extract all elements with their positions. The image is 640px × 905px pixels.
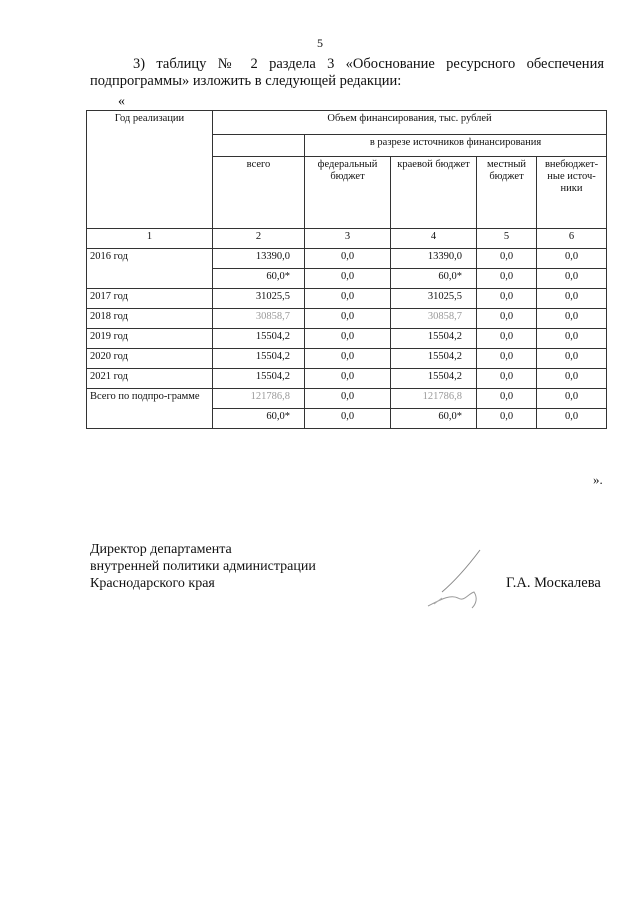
cell-year: 2017 год <box>87 289 213 309</box>
cell-extra: 0,0 <box>537 289 607 309</box>
cell-federal: 0,0 <box>305 309 391 329</box>
col-number: 5 <box>477 229 537 249</box>
col-number: 4 <box>391 229 477 249</box>
cell-local: 0,0 <box>477 249 537 269</box>
table-row <box>87 369 607 389</box>
cell-year: 2019 год <box>87 329 213 349</box>
cell-total: 15504,2 <box>213 369 305 389</box>
cell-local: 0,0 <box>477 289 537 309</box>
table-row <box>87 329 607 349</box>
cell-federal: 0,0 <box>305 329 391 349</box>
financing-table <box>86 110 607 429</box>
cell-total: 15504,2 <box>213 349 305 369</box>
col-number: 2 <box>213 229 305 249</box>
position-line: Краснодарского края <box>90 576 215 591</box>
cell-extra: 0,0 <box>537 409 607 429</box>
cell-extra: 0,0 <box>537 389 607 409</box>
page-number: 5 <box>317 36 323 50</box>
table-row <box>87 249 607 269</box>
cell-year: 2016 год <box>87 249 213 289</box>
signatory-position <box>90 541 316 592</box>
cell-regional: 60,0* <box>391 409 477 429</box>
table-row <box>87 389 607 409</box>
intro-paragraph: 3) таблицу № 2 раздела 3 «Обоснование ресурсного обеспечения подпрограммы» изложить в следующей редакции: <box>90 56 604 89</box>
cell-year: Всего по подпро-грамме <box>87 389 213 429</box>
cell-regional: 15504,2 <box>391 329 477 349</box>
cell-federal: 0,0 <box>305 249 391 269</box>
col-number: 1 <box>87 229 213 249</box>
header-regional: краевой бюджет <box>391 157 477 229</box>
cell-federal: 0,0 <box>305 349 391 369</box>
cell-extra: 0,0 <box>537 349 607 369</box>
cell-federal: 0,0 <box>305 269 391 289</box>
cell-local: 0,0 <box>477 309 537 329</box>
cell-regional: 60,0* <box>391 269 477 289</box>
table-row <box>87 289 607 309</box>
cell-regional: 31025,5 <box>391 289 477 309</box>
cell-total: 121786,8 <box>213 389 305 409</box>
signatory-name: Г.А. Москалева <box>506 575 601 591</box>
header-local: местный бюджет <box>477 157 537 229</box>
cell-regional: 13390,0 <box>391 249 477 269</box>
header-sources: в разрезе источников финансирования <box>305 135 607 157</box>
cell-year: 2020 год <box>87 349 213 369</box>
position-line: Директор департамента <box>90 542 232 557</box>
cell-total: 15504,2 <box>213 329 305 349</box>
table-row <box>87 309 607 329</box>
cell-regional: 30858,7 <box>391 309 477 329</box>
column-number-row <box>87 229 607 249</box>
handwritten-signature <box>418 548 498 610</box>
header-year: Год реализации <box>87 111 213 229</box>
table-row <box>87 349 607 369</box>
cell-extra: 0,0 <box>537 329 607 349</box>
cell-extra: 0,0 <box>537 369 607 389</box>
cell-federal: 0,0 <box>305 369 391 389</box>
cell-local: 0,0 <box>477 269 537 289</box>
cell-regional: 15504,2 <box>391 369 477 389</box>
cell-extra: 0,0 <box>537 249 607 269</box>
cell-federal: 0,0 <box>305 409 391 429</box>
col-number: 3 <box>305 229 391 249</box>
cell-year: 2018 год <box>87 309 213 329</box>
closing-quote: ». <box>593 472 603 487</box>
cell-federal: 0,0 <box>305 289 391 309</box>
header-extra: внебюджет-ные источ-ники <box>537 157 607 229</box>
cell-local: 0,0 <box>477 329 537 349</box>
cell-total: 60,0* <box>213 269 305 289</box>
position-line: внутренней политики администрации <box>90 559 316 574</box>
cell-year: 2021 год <box>87 369 213 389</box>
opening-quote: « <box>118 94 125 109</box>
cell-local: 0,0 <box>477 349 537 369</box>
cell-local: 0,0 <box>477 409 537 429</box>
col-number: 6 <box>537 229 607 249</box>
cell-regional: 121786,8 <box>391 389 477 409</box>
cell-regional: 15504,2 <box>391 349 477 369</box>
cell-total: 31025,5 <box>213 289 305 309</box>
cell-local: 0,0 <box>477 369 537 389</box>
header-federal: федеральный бюджет <box>305 157 391 229</box>
header-total: всего <box>213 157 305 229</box>
cell-extra: 0,0 <box>537 269 607 289</box>
cell-federal: 0,0 <box>305 389 391 409</box>
header-blank <box>213 135 305 157</box>
cell-local: 0,0 <box>477 389 537 409</box>
cell-extra: 0,0 <box>537 309 607 329</box>
cell-total: 60,0* <box>213 409 305 429</box>
cell-total: 30858,7 <box>213 309 305 329</box>
header-volume: Объем финансирования, тыс. рублей <box>213 111 607 135</box>
cell-total: 13390,0 <box>213 249 305 269</box>
